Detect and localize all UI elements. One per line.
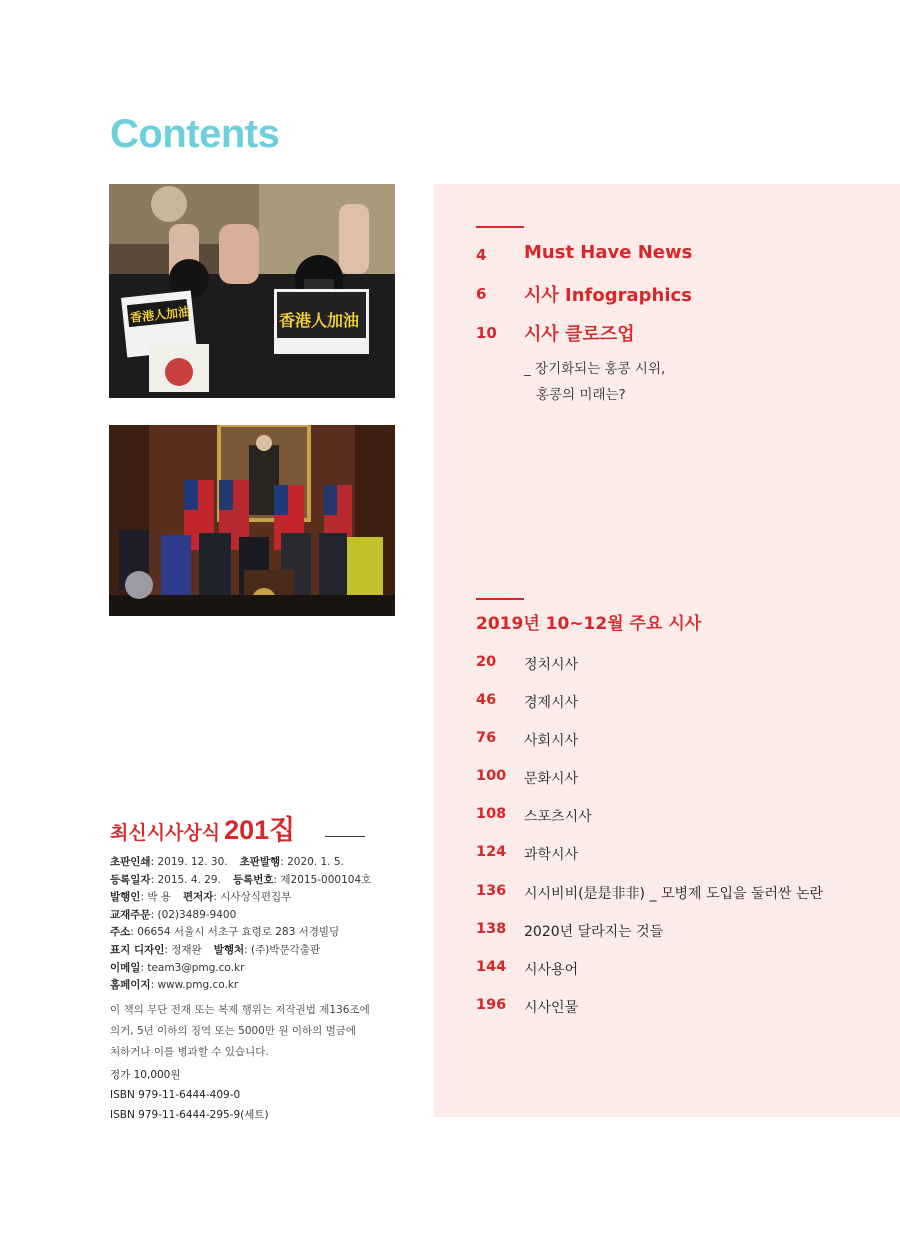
notice-line: 의거, 5년 이하의 징역 또는 5000만 원 이하의 벌금에 [110,1025,357,1037]
colophon-key: 이메일 [110,961,141,974]
isbn-set: ISBN 979-11-6444-295-9(세트) [110,1109,269,1121]
colophon-separator: : [273,873,281,886]
closeup-subtitle-line: 홍콩의 미래는? [536,387,626,403]
colophon-separator: : [150,873,158,886]
toc-page-number: 100 [476,768,507,785]
isbn: ISBN 979-11-6444-409-0 [110,1089,241,1101]
top-contents-list [476,242,896,359]
colophon-key: 등록일자 [110,873,151,886]
colophon-value: (02)3489-9400 [157,908,237,921]
colophon-key: 초판인쇄 [110,856,151,868]
toc-page-number: 4 [476,246,487,264]
toc-page-number: 108 [476,806,507,823]
colophon-info [110,854,371,995]
toc-entry[interactable] [476,242,896,281]
toc-entry-label: 경제시사 [524,695,579,712]
colophon-line [110,960,371,978]
toc-entry-label: 시사용어 [524,961,579,978]
section-heading: 2019년 10~12월 주요 시사 [476,614,702,634]
toc-entry[interactable] [476,997,896,1035]
toc-entry-label: 시사 클로즈업 [524,324,635,345]
colophon-key: 교재주문 [110,908,151,921]
book-title-rule [325,836,365,837]
colophon-separator: : [164,943,172,956]
top-divider [476,226,524,228]
colophon-line [110,872,371,890]
toc-entry[interactable] [476,730,896,768]
toc-entry[interactable] [476,654,896,692]
toc-entry-label: 문화시사 [524,771,579,788]
colophon-separator: : [140,961,148,974]
toc-entry[interactable] [476,692,896,730]
colophon-key: 발행처 [213,943,245,956]
colophon-separator: : [150,908,158,921]
toc-page-number: 144 [476,958,507,975]
book-issue-number: 201집 [224,815,296,845]
capitol-photo [109,425,395,616]
toc-entry-label: 스포츠시사 [524,809,592,826]
notice-line: 이 책의 무단 전재 또는 복제 행위는 저작권법 제136조에 [110,1004,370,1016]
toc-entry[interactable] [476,806,896,844]
colophon-value: (주)박문각출판 [251,943,321,956]
page-title: Contents [110,112,280,156]
colophon-line [110,854,371,872]
colophon-value: 2020. 1. 5. [287,856,344,868]
colophon-separator: : [244,943,252,956]
price-info [110,1065,269,1125]
toc-entry[interactable] [476,921,896,959]
closeup-subtitle [524,356,665,408]
toc-page-number: 10 [476,324,497,342]
colophon-separator: : [130,926,138,939]
toc-page-number: 76 [476,730,497,747]
toc-entry-label: 2020년 달라지는 것들 [524,923,664,940]
colophon-key: 홈페이지 [110,979,151,992]
colophon-value: 제2015-000104호 [280,873,372,886]
toc-entry-label: 시사인물 [524,999,579,1016]
toc-page-number: 138 [476,920,507,937]
colophon-line [110,907,371,925]
book-name: 최신시사상식 [110,822,221,844]
protest-sign-text-right: 香港人加油 [279,311,360,330]
section-divider [476,598,524,600]
toc-entry[interactable] [476,281,896,320]
toc-entry-label: Must Have News [524,242,693,263]
toc-entry[interactable] [476,883,896,921]
colophon-separator: : [213,891,221,904]
notice-line: 처하거나 이를 병과할 수 있습니다. [110,1046,269,1058]
toc-entry[interactable] [476,320,896,359]
colophon-key: 발행인 [110,891,141,904]
closeup-subtitle-line: _ 장기화되는 홍콩 시위, [524,361,666,377]
colophon-separator: : [150,979,158,992]
colophon-separator: : [150,856,158,868]
toc-entry-label: 과학시사 [524,847,579,864]
colophon-key: 등록번호 [232,873,274,886]
toc-entry-label: 사회시사 [524,733,579,750]
copyright-notice [110,1000,385,1063]
toc-entry[interactable] [476,844,896,882]
toc-page-number: 136 [476,882,507,899]
colophon-line [110,977,371,995]
colophon-separator: : [140,891,148,904]
colophon-key: 초판발행 [239,856,281,868]
toc-entry-label: 정치시사 [524,657,579,673]
toc-entry[interactable] [476,768,896,806]
protest-sign-text-left: 香港人加油 [129,304,191,325]
colophon-value: 2015. 4. 29. [157,873,221,886]
colophon-key: 주소 [110,926,131,939]
colophon-value: 정재완 [171,943,202,956]
colophon-value: team3@pmg.co.kr [147,961,245,974]
colophon-value: www.pmg.co.kr [157,979,239,992]
colophon-line [110,942,371,960]
colophon-line [110,924,371,942]
toc-page-number: 196 [476,996,507,1013]
colophon-separator: : [280,856,288,868]
toc-page-number: 46 [476,692,497,709]
colophon-line [110,889,371,907]
toc-entry-label: 시시비비(是是非非) _ 모병제 도입을 둘러싼 논란 [524,885,824,902]
protest-photo [109,184,395,398]
book-title [110,808,295,847]
toc-page-number: 6 [476,285,487,303]
section-contents-list [476,654,896,1035]
colophon-value: 06654 서울시 서초구 효령로 283 서경빌딩 [137,926,340,939]
contents-panel [434,184,900,1117]
colophon-value: 2019. 12. 30. [157,856,228,868]
price: 정가 10,000원 [110,1069,181,1081]
toc-page-number: 20 [476,654,497,670]
toc-entry[interactable] [476,959,896,997]
toc-page-number: 124 [476,844,507,861]
colophon-key: 편저자 [182,891,214,904]
toc-entry-label: 시사 Infographics [524,285,692,306]
colophon-value: 박 용 [147,891,171,904]
colophon-key: 표지 디자인 [110,943,165,956]
colophon-value: 시사상식편집부 [220,891,292,904]
